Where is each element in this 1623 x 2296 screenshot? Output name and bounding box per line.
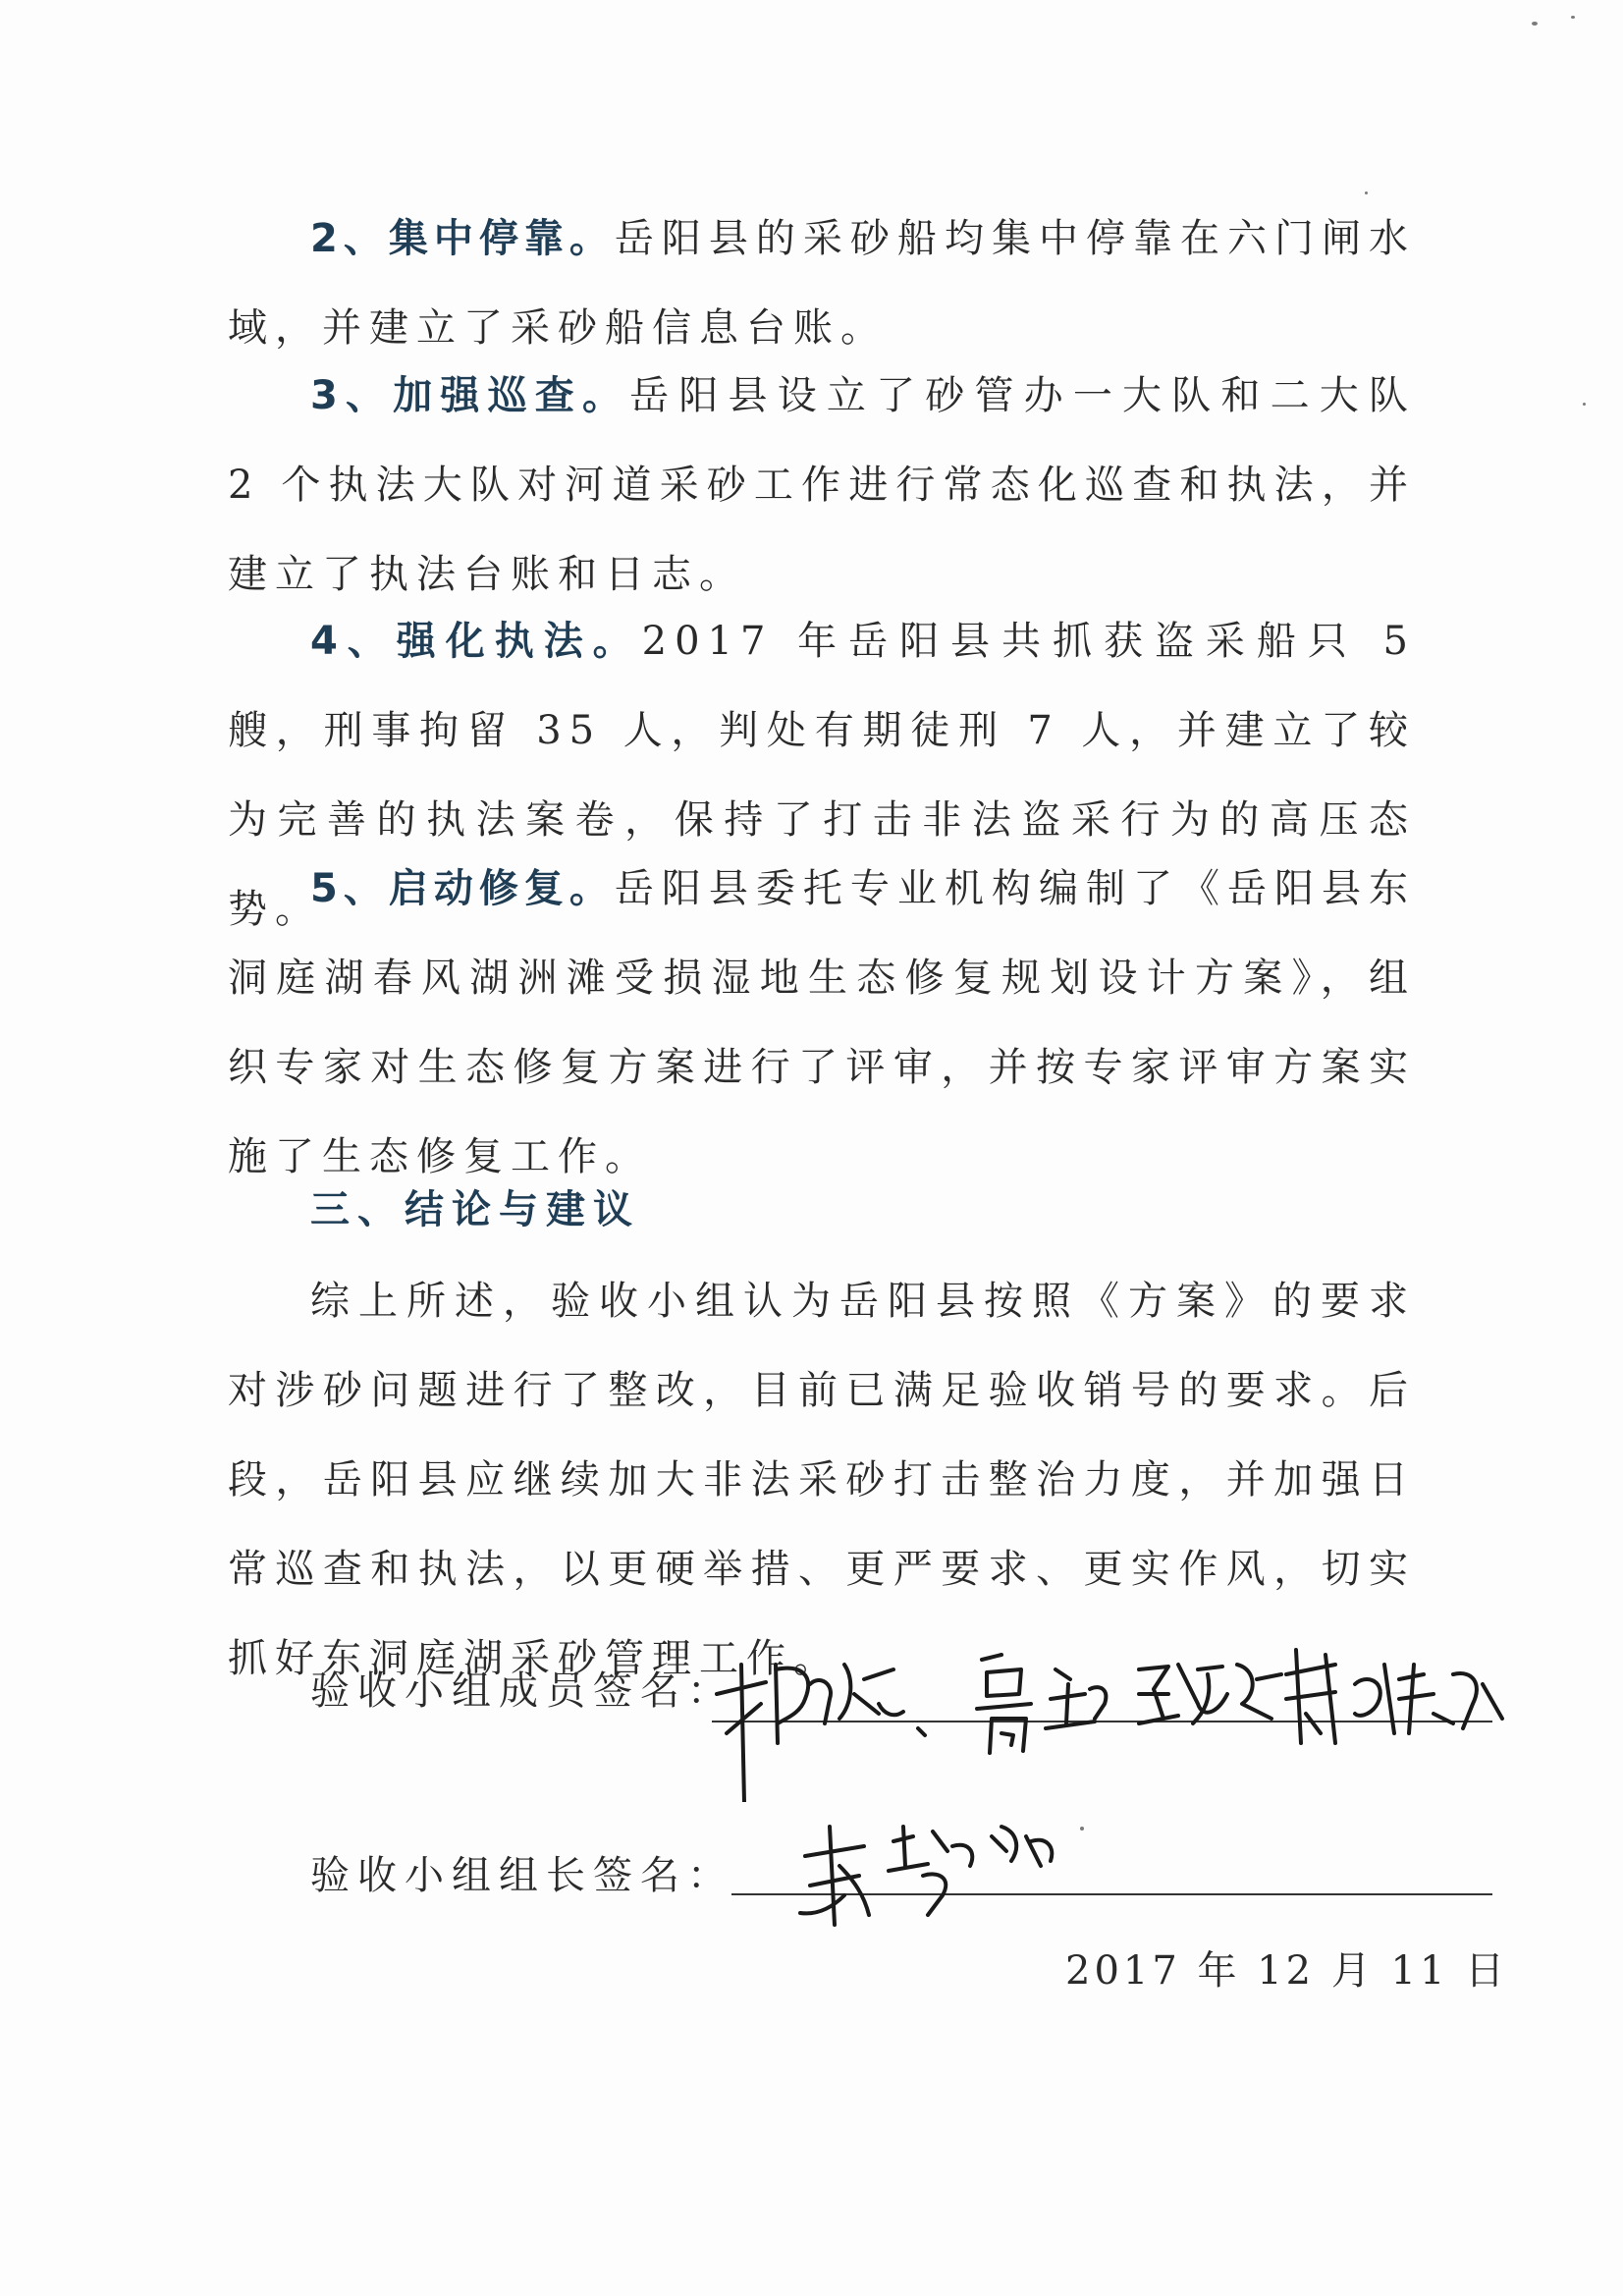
paragraph-lead: 5、启动修复。	[310, 866, 615, 911]
signing-date: 2017 年 12 月 11 日	[1065, 1948, 1509, 1994]
scan-speck	[1080, 1827, 1084, 1831]
paragraph-item-2	[228, 194, 1416, 373]
scan-speck	[1583, 403, 1586, 406]
paragraph-lead: 2、集中停靠。	[310, 216, 615, 261]
scan-speck	[1532, 22, 1538, 26]
leader-signature-label: 验收小组组长签名：	[310, 1853, 734, 1898]
section-heading: 三、结论与建议	[310, 1187, 640, 1232]
paragraph-text: 2017 年岳阳县共抓获盗采船只 5 艘，刑事拘留 35 人，判处有期徒刑 7 人，并建立了较为完善的执法案卷，保持了打击非法盗采行为的高压态势。	[228, 619, 1416, 932]
paragraph-lead: 3、加强巡查。	[310, 373, 630, 418]
paragraph-item-5	[228, 845, 1416, 1202]
paragraph-item-3	[228, 352, 1416, 620]
members-signature-label: 验收小组成员签名：	[310, 1668, 734, 1714]
paragraph-lead: 4、强化执法。	[310, 619, 642, 664]
members-handwritten-signatures	[707, 1625, 1512, 1802]
paragraph-text: 岳阳县设立了砂管办一大队和二大队 2 个执法大队对河道采砂工作进行常态化巡查和执法，并建立了执法台账和日志。	[228, 373, 1416, 597]
paragraph-text: 岳阳县委托专业机构编制了《岳阳县东洞庭湖春风湖洲滩受损湿地生态修复规划设计方案》，组织专家对生态修复方案进行了评审，并按专家评审方案实施了生态修复工作。	[228, 866, 1416, 1179]
leader-handwritten-signature	[785, 1807, 1080, 1935]
paragraph-text: 岳阳县的采砂船均集中停靠在六门闸水域，并建立了采砂船信息台账。	[228, 216, 1416, 351]
scan-speck	[1571, 16, 1575, 19]
conclusion-paragraph: 综上所述，验收小组认为岳阳县按照《方案》的要求对涉砂问题进行了整改，目前已满足验收销号的要求。后段，岳阳县应继续加大非法采砂打击整治力度，并加强日常巡查和执法，以更硬举措、更严要求、更实作风，切实抓好东洞庭湖采砂管理工作。	[228, 1279, 1416, 1681]
